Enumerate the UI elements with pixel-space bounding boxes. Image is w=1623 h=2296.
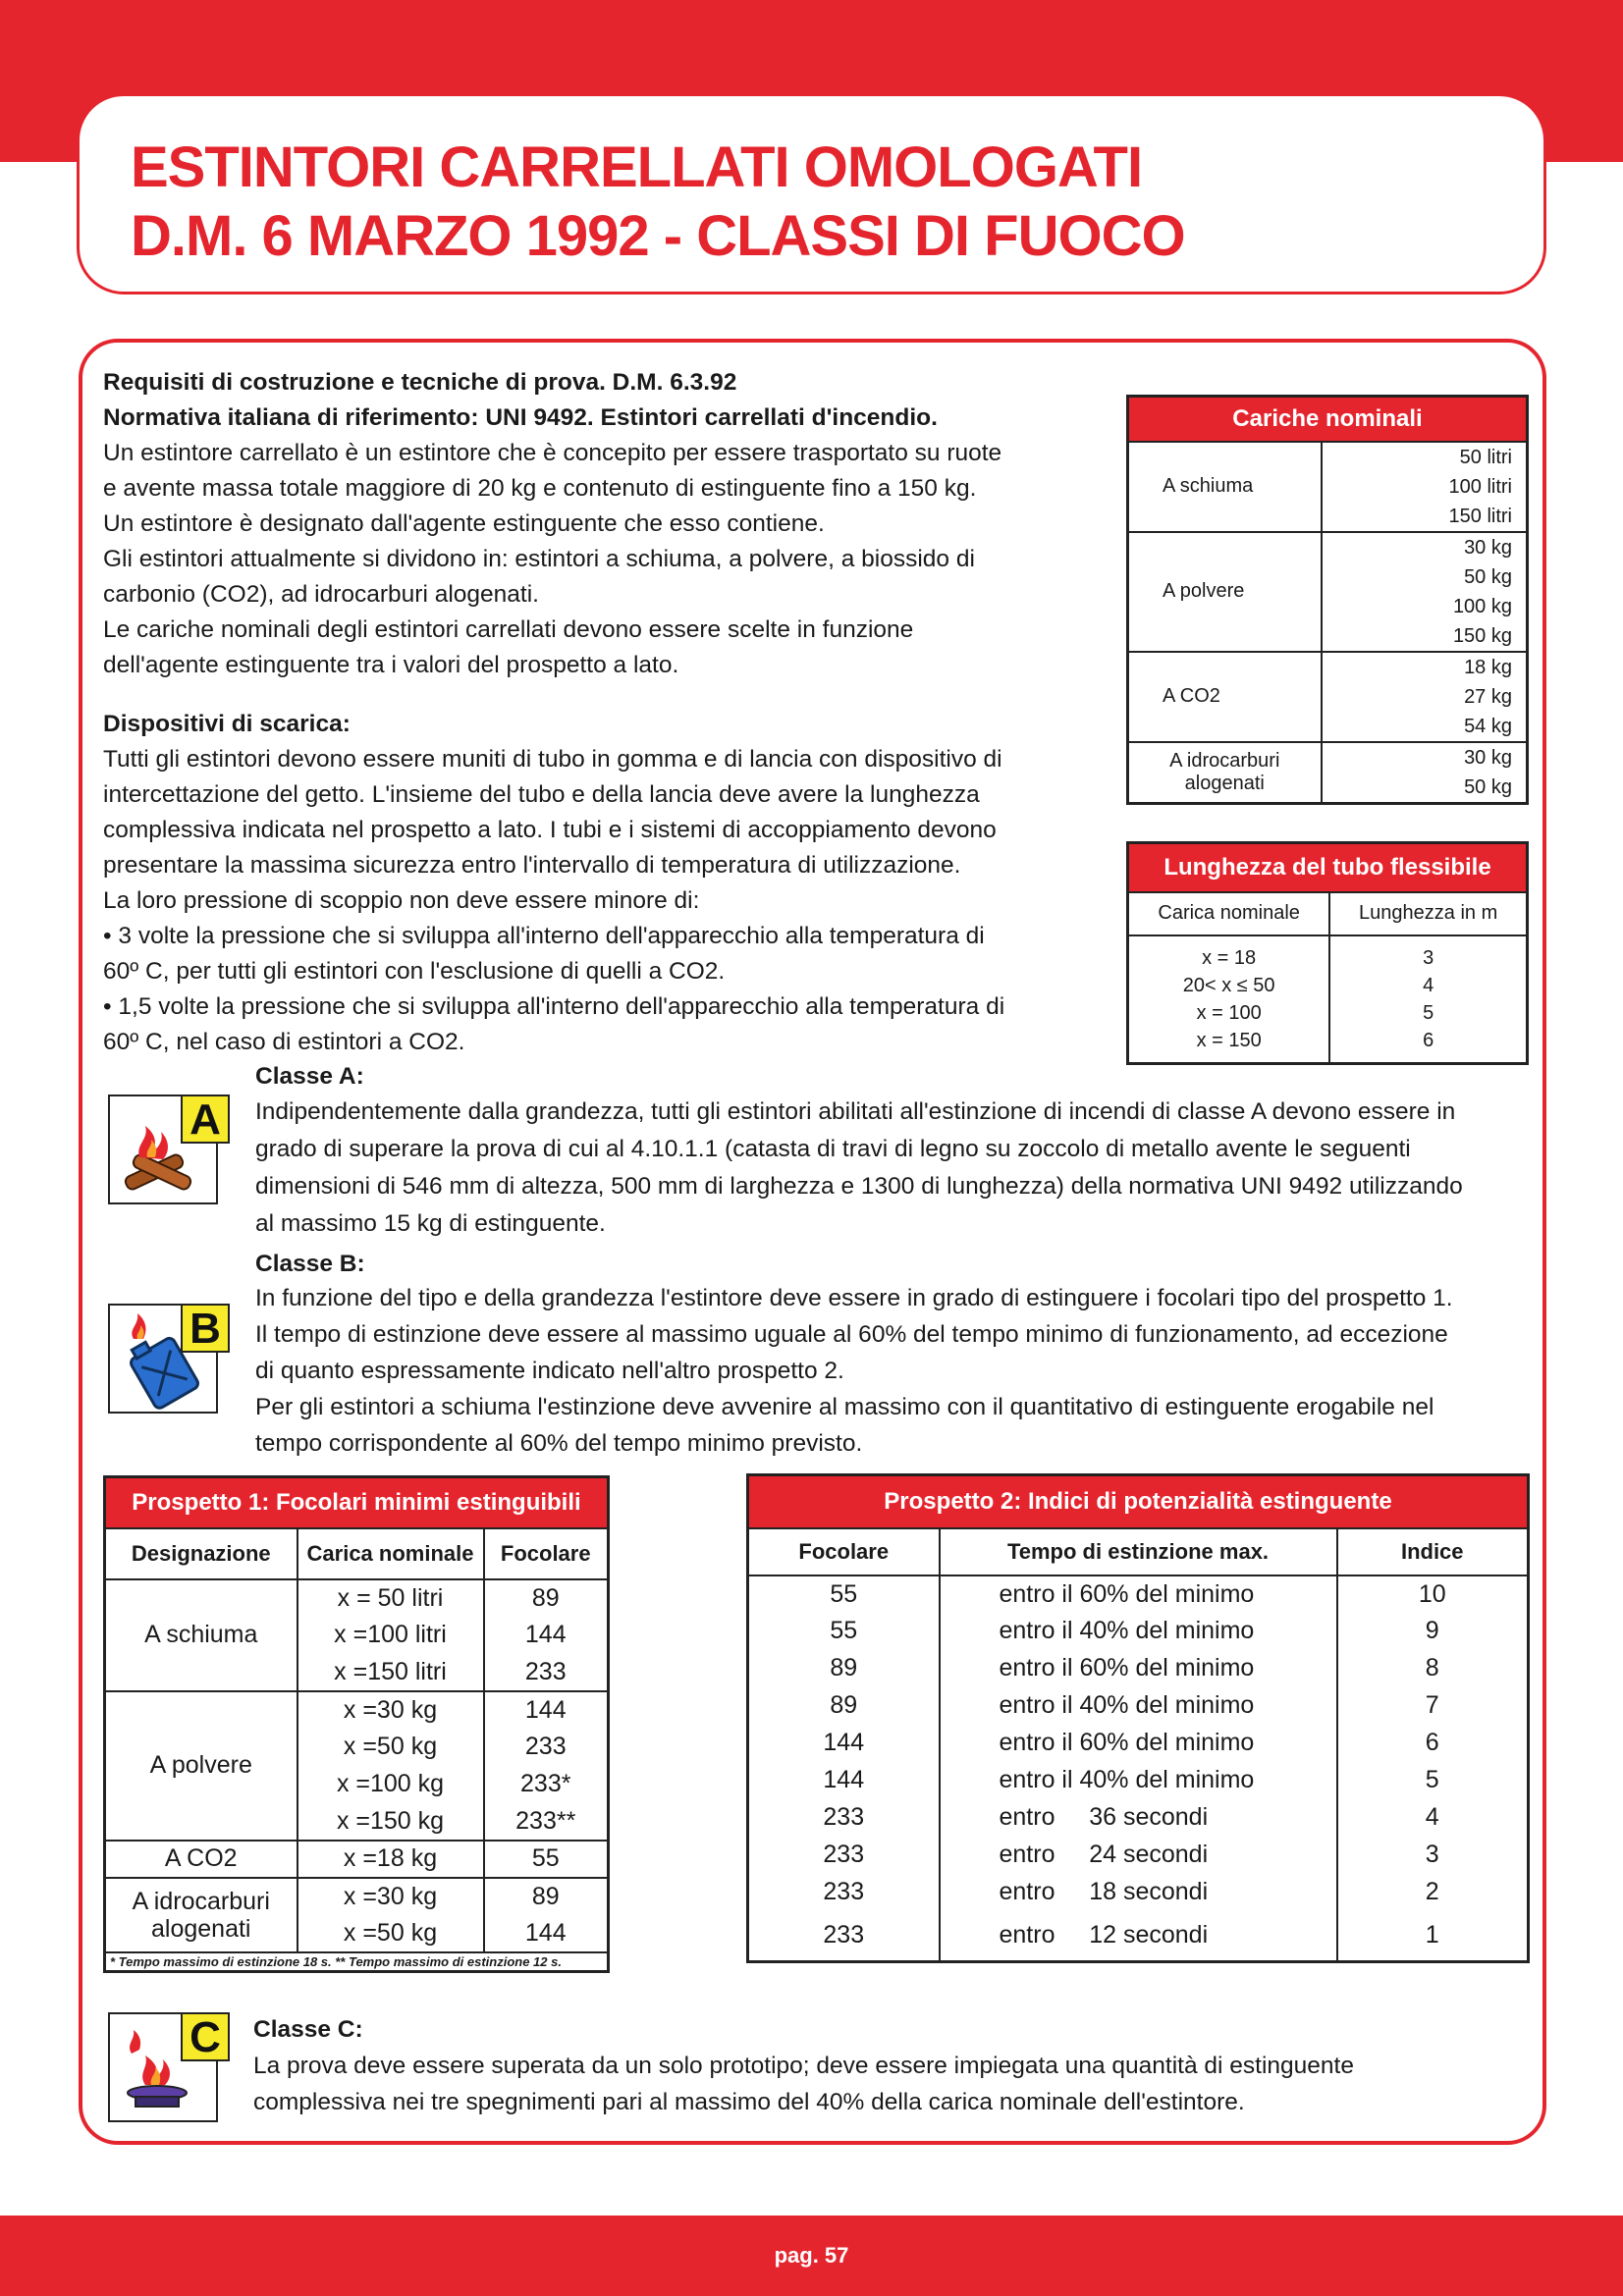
page-title-line-1: ESTINTORI CARRELLATI OMOLOGATI <box>131 135 1143 199</box>
table-title: Prospetto 1: Focolari minimi estinguibili <box>105 1477 609 1528</box>
table-row: 233 entro 12 secondi 1 <box>748 1911 1529 1962</box>
table-row: x =50 kg 233 <box>105 1729 609 1766</box>
classe-b-line: Il tempo di estinzione deve essere al massimo uguale al 60% del tempo minimo di funzionamento, ad eccezione <box>255 1321 1448 1348</box>
column-header: Tempo di estinzione max. <box>940 1528 1337 1575</box>
column-header: Carica nominale <box>1128 892 1330 935</box>
table-row: 55 entro il 60% del minimo 10 <box>748 1575 1529 1613</box>
cariche-nominali-table <box>1126 395 1529 805</box>
classe-b-line: In funzione del tipo e della grandezza l'estintore deve essere in grado di estinguere i focolari tipo del prospetto 1. <box>255 1285 1453 1311</box>
table-row: x =100 kg 233* <box>105 1766 609 1803</box>
page-title-line-2: D.M. 6 MARZO 1992 - CLASSI DI FUOCO <box>131 204 1185 268</box>
agent-label: A idrocarburi alogenati <box>1128 742 1322 804</box>
column-header: Indice <box>1337 1528 1529 1575</box>
column-header: Carica nominale <box>298 1528 484 1579</box>
dispositivi-line: intercettazione del getto. L'insieme del tubo e della lancia deve avere la lunghezza <box>103 781 980 808</box>
intro-line: e avente massa totale maggiore di 20 kg e contenuto di estinguente fino a 150 kg. <box>103 475 977 502</box>
table-row: x =150 litri 233 <box>105 1654 609 1691</box>
classe-a-line: grado di superare la prova di cui al 4.10.1.1 (catasta di travi di legno su zoccolo di metallo avente le seguenti <box>255 1136 1411 1162</box>
column-header: Focolare <box>748 1528 940 1575</box>
dispositivi-line: Tutti gli estintori devono essere muniti di tubo in gomma e di lancia con dispositivo di <box>103 746 1002 773</box>
intro-heading-2: Normativa italiana di riferimento: UNI 9492. Estintori carrellati d'incendio. <box>103 404 938 431</box>
classe-b-line: di quanto espressamente indicato nell'altro prospetto 2. <box>255 1358 844 1384</box>
classe-b-line: Per gli estintori a schiuma l'estinzione deve avvenire al massimo con il quantitativo di estinguente erogabile nel <box>255 1394 1434 1420</box>
dispositivi-heading: Dispositivi di scarica: <box>103 711 351 737</box>
table-row: x =50 kg 144 <box>105 1915 609 1952</box>
intro-line: carbonio (CO2), ad idrocarburi alogenati. <box>103 581 539 608</box>
agent-label: A CO2 <box>1128 652 1322 742</box>
group-label: A polvere <box>105 1691 298 1841</box>
lunghezza-tubo-table <box>1126 841 1529 1065</box>
carica-cell: x = 18 20< x ≤ 50 x = 100 x = 150 <box>1128 935 1330 1064</box>
column-header: Lunghezza in m <box>1329 892 1527 935</box>
table-title: Lunghezza del tubo flessibile <box>1128 843 1528 892</box>
table-title: Prospetto 2: Indici di potenzialità estinguente <box>748 1475 1529 1528</box>
dispositivi-line: 60º C, per tutti gli estintori con l'esclusione di quelli a CO2. <box>103 958 726 985</box>
classe-a-line: Indipendentemente dalla grandezza, tutti gli estintori abilitati all'estinzione di incendi di classe A devono essere in <box>255 1098 1456 1125</box>
table-row: 89 entro il 40% del minimo 7 <box>748 1687 1529 1725</box>
table-row: 55 entro il 40% del minimo 9 <box>748 1613 1529 1650</box>
table-row: A idrocarburi alogenati x =30 kg 89 <box>105 1878 609 1915</box>
classe-a-heading: Classe A: <box>255 1063 364 1090</box>
table-row: A polvere x =30 kg 144 <box>105 1691 609 1729</box>
page-number: pag. 57 <box>774 2243 849 2268</box>
classe-c-heading: Classe C: <box>253 2016 363 2043</box>
classe-c-line: complessiva nei tre spegnimenti pari al massimo del 40% della carica nominale dell'estintore. <box>253 2089 1245 2115</box>
group-label: A idrocarburi alogenati <box>105 1878 298 1952</box>
table-footnote: * Tempo massimo di estinzione 18 s. ** Tempo massimo di estinzione 12 s. <box>105 1952 609 1972</box>
value-cell: 30 kg 50 kg 100 kg 150 kg <box>1322 532 1528 652</box>
dispositivi-line: complessiva indicata nel prospetto a lato. I tubi e i sistemi di accoppiamento devono <box>103 817 997 843</box>
group-label: A schiuma <box>105 1579 298 1691</box>
agent-label: A schiuma <box>1128 442 1322 532</box>
classe-c-line: La prova deve essere superata da un solo prototipo; deve essere impiegata una quantità di estinguente <box>253 2053 1354 2079</box>
classe-a-badge: A <box>181 1095 230 1144</box>
dispositivi-line: 60º C, nel caso di estintori a CO2. <box>103 1029 465 1055</box>
dispositivi-line: • 3 volte la pressione che si sviluppa all'interno dell'apparecchio alla temperatura di <box>103 923 985 949</box>
classe-b-line: tempo corrispondente al 60% del tempo minimo previsto. <box>255 1430 863 1457</box>
agent-label: A polvere <box>1128 532 1322 652</box>
classe-a-line: al massimo 15 kg di estinguente. <box>255 1210 606 1237</box>
dispositivi-line: presentare la massima sicurezza entro l'intervallo di temperatura di utilizzazione. <box>103 852 961 879</box>
classe-c-badge: C <box>181 2012 230 2061</box>
group-label: A CO2 <box>105 1841 298 1878</box>
value-cell: 18 kg 27 kg 54 kg <box>1322 652 1528 742</box>
intro-line: dell'agente estinguente tra i valori del prospetto a lato. <box>103 652 679 678</box>
value-cell: 50 litri 100 litri 150 litri <box>1322 442 1528 532</box>
value-cell: 30 kg 50 kg <box>1322 742 1528 804</box>
title-box <box>77 93 1546 294</box>
table-row: 144 entro il 40% del minimo 5 <box>748 1762 1529 1799</box>
dispositivi-line: La loro pressione di scoppio non deve essere minore di: <box>103 887 700 914</box>
table-row: x =150 kg 233** <box>105 1803 609 1841</box>
column-header: Designazione <box>105 1528 298 1579</box>
table-row: 233 entro 18 secondi 2 <box>748 1874 1529 1911</box>
intro-line: Un estintore carrellato è un estintore che è concepito per essere trasportato su ruote <box>103 440 1002 466</box>
intro-line: Un estintore è designato dall'agente estinguente che esso contiene. <box>103 510 825 537</box>
intro-line: Gli estintori attualmente si dividono in: estintori a schiuma, a polvere, a biossido di <box>103 546 975 572</box>
prospetto-2-table <box>746 1473 1530 1963</box>
table-row: x =100 litri 144 <box>105 1617 609 1654</box>
table-title: Cariche nominali <box>1128 397 1528 442</box>
column-header: Focolare <box>484 1528 609 1579</box>
table-row: 233 entro 36 secondi 4 <box>748 1799 1529 1837</box>
dispositivi-line: • 1,5 volte la pressione che si sviluppa all'interno dell'apparecchio alla temperatura di <box>103 993 1005 1020</box>
table-row: A CO2 x =18 kg 55 <box>105 1841 609 1878</box>
classe-b-badge: B <box>181 1304 230 1353</box>
table-row: 89 entro il 60% del minimo 8 <box>748 1650 1529 1687</box>
classe-b-heading: Classe B: <box>255 1251 365 1277</box>
table-row: 233 entro 24 secondi 3 <box>748 1837 1529 1874</box>
footer-band <box>0 2216 1623 2296</box>
intro-heading-1: Requisiti di costruzione e tecniche di prova. D.M. 6.3.92 <box>103 369 737 396</box>
table-row: 144 entro il 60% del minimo 6 <box>748 1725 1529 1762</box>
table-row: A schiuma x = 50 litri 89 <box>105 1579 609 1617</box>
prospetto-1-table <box>103 1475 610 1973</box>
intro-line: Le cariche nominali degli estintori carrellati devono essere scelte in funzione <box>103 616 914 643</box>
classe-a-line: dimensioni di 546 mm di altezza, 500 mm di larghezza e 1300 di lunghezza) della normativa UNI 9492 utilizzando <box>255 1173 1463 1200</box>
lunghezza-cell: 3 4 5 6 <box>1329 935 1527 1064</box>
